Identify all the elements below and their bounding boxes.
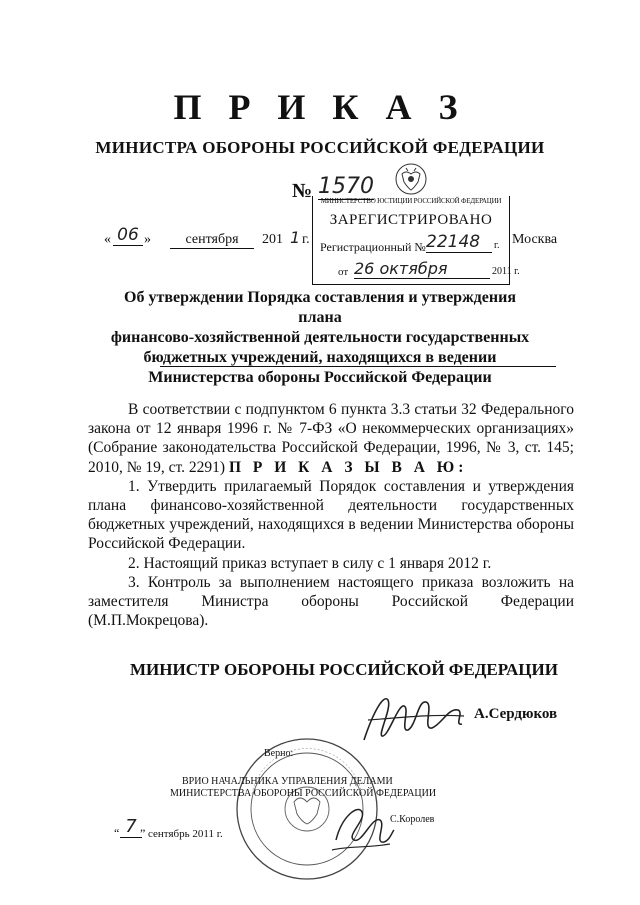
eagle-emblem-icon [394,162,428,196]
document-title: П Р И К А З [173,87,467,127]
date-quote-open: « [104,232,111,247]
preamble [88,400,574,477]
heading-line: финансово-хозяйственной деятельности государственных [110,329,530,346]
order-number: 1570 [318,174,374,199]
order-item-3: 3. Контроль за выполнением настоящего приказа возложить на заместителя Министра обороны Российской Федерации (М.П.Мокрецова). [88,573,574,630]
heading-line: Министерства обороны Российской Федерации [148,369,492,386]
stamp-reg-g: г. [494,240,500,251]
stamp-year: 2011 г. [492,266,520,277]
stamp-date-label: от [338,266,349,278]
certification-date: сентябрь 2011 г. [148,828,223,840]
certification-quote-close: ” [140,826,146,840]
date-year-prefix: 201 [262,232,283,247]
certifier-position-line2: МИНИСТЕРСТВА ОБОРОНЫ РОССИЙСКОЙ ФЕДЕРАЦИИ [170,788,437,799]
certification-day: 7 [120,816,142,838]
stamp-organization: МИНИСТЕРСТВО ЮСТИЦИИ РОССИЙСКОЙ ФЕДЕРАЦИИ [320,197,502,205]
order-number-label: № [292,180,313,202]
order-item-1: 1. Утвердить прилагаемый Порядок составления и утверждения плана финансово-хозяйственной деятельности государственных бюджетных учреждений, находящихся в ведении Министерства обороны Российской Федерации. [88,477,574,553]
heading-line: Об утверждении Порядка составления и утверждения плана [124,289,516,326]
date-month: сентября [170,232,254,249]
order-body [88,400,574,630]
stamp-status: ЗАРЕГИСТРИРОВАНО [329,212,493,228]
date-quote-close: » [144,232,151,247]
certifier-signature-icon [328,796,398,860]
heading-line: бюджетных учреждений, находящихся в ведении [143,349,497,366]
preamble-text: В соответствии с подпунктом 6 пункта 3.3 статьи 32 Федерального закона от 12 января 1996 г. № 7-ФЗ «О некоммерческих организациях» (Собрание законодательства Российской Федерации, 1996, № 3, ст. 145; 2010, № 19, ст. 2291) [88,401,574,476]
signatory-name: А.Сердюков [474,706,558,722]
heading-rule [160,366,556,367]
stamp-reg-label: Регистрационный № [320,240,426,254]
signatory-position: МИНИСТР ОБОРОНЫ РОССИЙСКОЙ ФЕДЕРАЦИИ [130,660,558,679]
certifier-name: С.Королев [390,814,435,825]
document-subtitle: МИНИСТРА ОБОРОНЫ РОССИЙСКОЙ ФЕДЕРАЦИИ [95,138,545,157]
city: Москва [512,232,558,247]
order-item-2: 2. Настоящий приказ вступает в силу с 1 января 2012 г. [128,554,492,572]
date-year-suffix: г. [302,232,310,247]
order-heading [108,288,532,388]
certification-label: Верно: [264,748,294,759]
stamp-date-value: 26 октября [354,259,490,279]
date-day: 06 [113,225,143,246]
order-word: П Р И К А З Ы В А Ю: [228,458,468,476]
stamp-reg-number: 22148 [426,232,492,253]
certification-quote-open: “ [114,826,120,840]
certifier-position-line1: ВРИО НАЧАЛЬНИКА УПРАВЛЕНИЯ ДЕЛАМИ [182,776,393,787]
date-year-digit: 1 [290,228,301,247]
